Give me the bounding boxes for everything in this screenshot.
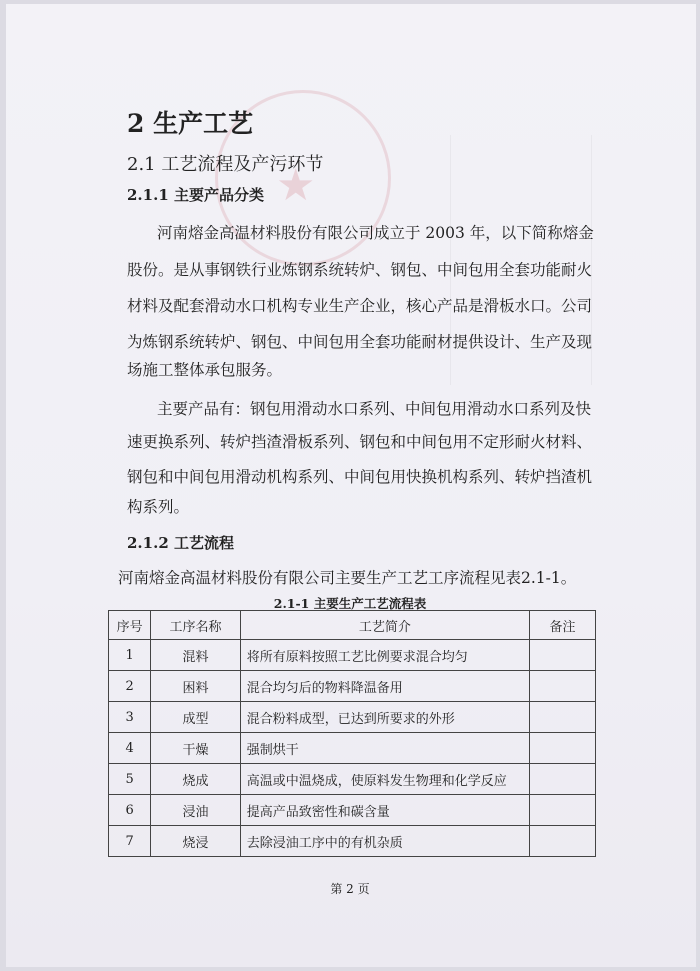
- cell-no: 5: [109, 764, 151, 795]
- table-row: [109, 733, 596, 764]
- cell-process: 混料: [151, 640, 240, 671]
- cell-remark: [530, 733, 596, 764]
- paragraph-line: 主要产品有：钢包用滑动水口系列、中间包用滑动水口系列及快: [157, 400, 592, 418]
- cell-no: 3: [109, 702, 151, 733]
- cell-process: 干燥: [151, 733, 240, 764]
- table-header-row: [109, 611, 596, 640]
- table-caption: 2.1-1 主要生产工艺流程表: [273, 596, 427, 611]
- paragraph-line: 钢包和中间包用滑动机构系列、中间包用快换机构系列、转炉挡渣机: [127, 468, 593, 486]
- cell-process: 浸油: [151, 795, 240, 826]
- paragraph-line: 为炼钢系统转炉、钢包、中间包用全套功能耐材提供设计、生产及现: [127, 333, 593, 351]
- cell-description: 高温或中温烧成，使原料发生物理和化学反应: [240, 764, 529, 795]
- cell-process: 成型: [151, 702, 240, 733]
- table-row: [109, 764, 596, 795]
- cell-no: 1: [109, 640, 151, 671]
- table-row: [109, 795, 596, 826]
- cell-remark: [530, 702, 596, 733]
- table-intro-text: 河南熔金高温材料股份有限公司主要生产工艺工序流程见表2.1-1。: [118, 569, 577, 587]
- subsection-heading: 2.1 工艺流程及产污环节: [127, 154, 324, 175]
- paragraph-line: 速更换系列、转炉挡渣滑板系列、钢包和中间包用不定形耐火材料、: [127, 433, 593, 451]
- cell-no: 2: [109, 671, 151, 702]
- paragraph-line: 股份。是从事钢铁行业炼钢系统转炉、钢包、中间包用全套功能耐火: [127, 261, 593, 279]
- paragraph-line: 河南熔金高温材料股份有限公司成立于 2003 年，以下简称熔金: [157, 224, 594, 242]
- cell-remark: [530, 671, 596, 702]
- cell-remark: [530, 795, 596, 826]
- cell-no: 7: [109, 826, 151, 857]
- column-header-no: 序号: [109, 611, 151, 640]
- section-heading: 2 生产工艺: [127, 109, 254, 138]
- cell-remark: [530, 640, 596, 671]
- table-row: [109, 702, 596, 733]
- paragraph-line: 场施工整体承包服务。: [127, 361, 283, 379]
- cell-process: 困料: [151, 671, 240, 702]
- paragraph-line: 构系列。: [127, 498, 190, 516]
- table-row: [109, 640, 596, 671]
- cell-description: 去除浸油工序中的有机杂质: [240, 826, 529, 857]
- cell-process: 烧浸: [151, 826, 240, 857]
- seal-star-icon: ★: [276, 160, 316, 211]
- cell-description: 混合粉料成型，已达到所要求的外形: [240, 702, 529, 733]
- cell-description: 混合均匀后的物料降温备用: [240, 671, 529, 702]
- page-number: 第 2 页: [330, 882, 370, 896]
- cell-description: 将所有原料按照工艺比例要求混合均匀: [240, 640, 529, 671]
- column-header-description: 工艺简介: [240, 611, 529, 640]
- process-flow-table: [108, 610, 596, 857]
- cell-remark: [530, 764, 596, 795]
- column-header-remark: 备注: [530, 611, 596, 640]
- subsubsection-heading-process: 2.1.2 工艺流程: [127, 534, 234, 552]
- column-header-process: 工序名称: [151, 611, 240, 640]
- cell-process: 烧成: [151, 764, 240, 795]
- cell-no: 6: [109, 795, 151, 826]
- cell-no: 4: [109, 733, 151, 764]
- cell-description: 强制烘干: [240, 733, 529, 764]
- table-row: [109, 826, 596, 857]
- paragraph-line: 材料及配套滑动水口机构专业生产企业，核心产品是滑板水口。公司: [127, 297, 593, 315]
- cell-remark: [530, 826, 596, 857]
- table-row: [109, 671, 596, 702]
- subsubsection-heading-products: 2.1.1 主要产品分类: [127, 186, 264, 204]
- cell-description: 提高产品致密性和碳含量: [240, 795, 529, 826]
